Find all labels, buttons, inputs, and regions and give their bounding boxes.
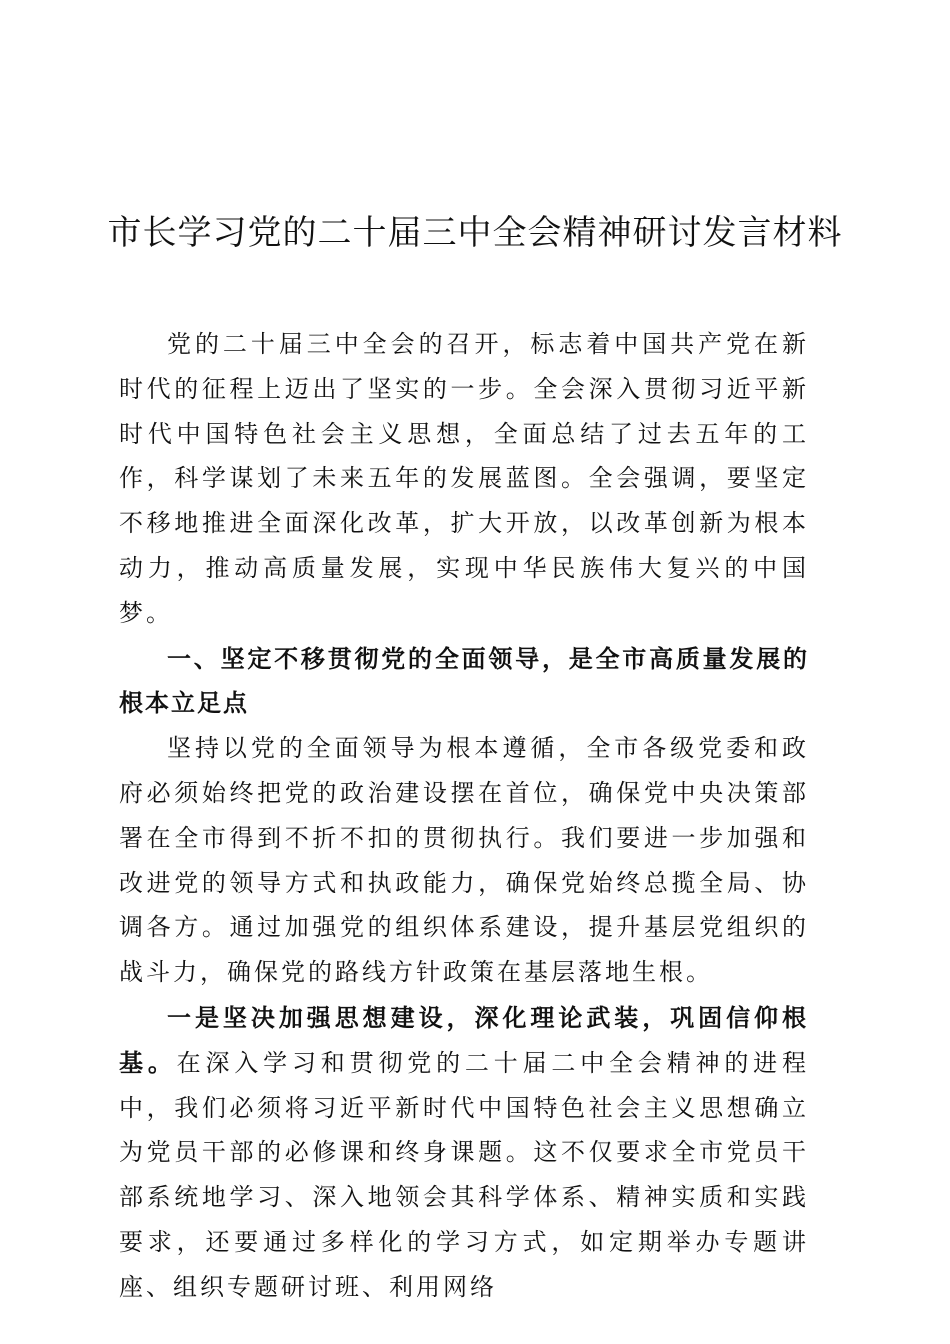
- section-body-paragraph: 坚持以党的全面领导为根本遵循，全市各级党委和政府必须始终把党的政治建设摆在首位，确保党中央决策部署在全市得到不折不扣的贯彻执行。我们要进一步加强和改进党的领导方式和执政能力，确保党始终总揽全局、协调各方。通过加强党的组织体系建设，提升基层党组织的战斗力，确保党的路线方针政策在基层落地生根。: [119, 734, 809, 987]
- section-heading: 一、坚定不移贯彻党的全面领导，是全市高质量发展的根本立足点: [119, 644, 809, 718]
- document-body: [119, 322, 809, 1310]
- point-paragraph: [119, 996, 809, 1310]
- point-body-text: 在深入学习和贯彻党的二十届二中全会精神的进程中，我们必须将习近平新时代中国特色社会主义思想确立为党员干部的必修课和终身课题。这不仅要求全市党员干部系统地学习、深入地领会其科学体系、精神实质和实践要求，还要通过多样化的学习方式，如定期举办专题讲座、组织专题研讨班、利用网络: [119, 1048, 810, 1301]
- document-title: 市长学习党的二十届三中全会精神研讨发言材料: [107, 213, 843, 253]
- point-lead-text: 一是坚决加强思想建设，深化理论武装，巩固信仰根基。: [119, 1002, 809, 1077]
- intro-paragraph: 党的二十届三中全会的召开，标志着中国共产党在新时代的征程上迈出了坚实的一步。全会深入贯彻习近平新时代中国特色社会主义思想，全面总结了过去五年的工作，科学谋划了未来五年的发展蓝图。全会强调，要坚定不移地推进全面深化改革，扩大开放，以改革创新为根本动力，推动高质量发展，实现中华民族伟大复兴的中国梦。: [119, 330, 809, 627]
